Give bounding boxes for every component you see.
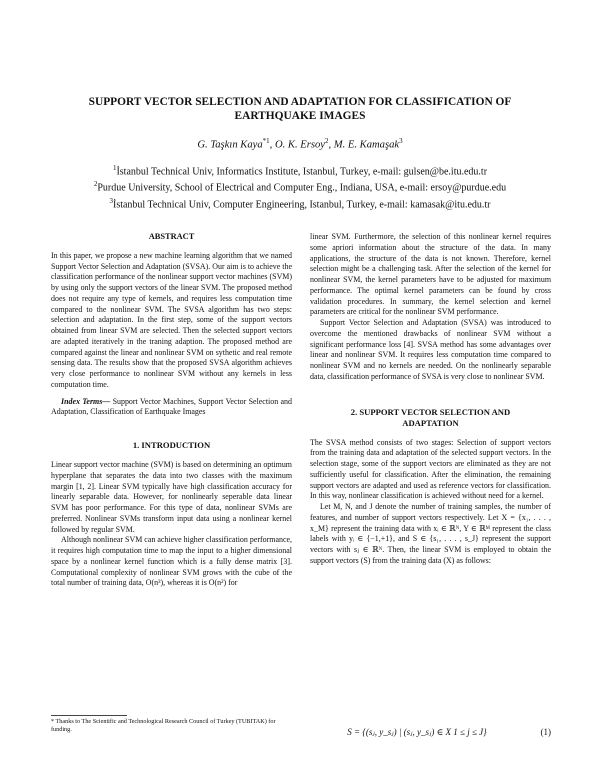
author-2-mark: 2 [324,137,329,145]
paper-title [40,95,560,123]
affiliation-list [28,162,572,211]
affiliation-1 [28,162,572,178]
section-2-heading [310,407,551,429]
affiliation-3 [28,195,572,211]
right-column [310,232,551,567]
affiliation-2-mark: 2 [93,180,98,189]
author-3-mark: 3 [399,137,403,145]
affiliation-1-mark: 1 [112,164,117,172]
footnote: * Thanks to The Scientific and Technological Research Council of Turkey (TUBITAK) for funding. [51,718,276,734]
equation-1 [310,727,551,739]
author-3-name: M. E. Kamaşak [333,139,400,151]
section-2-heading-line-1: 2. SUPPORT VECTOR SELECTION AND [350,406,511,417]
affiliation-3-text: İstanbul Technical Univ, Computer Engineering, Istanbul, Turkey, e-mail: kamasak@itu.edu.tr [112,198,491,210]
introduction-heading: 1. INTRODUCTION [132,440,211,450]
index-terms-label: Index Terms— [61,396,111,406]
equation-1-number: (1) [540,727,551,737]
right-paragraph-2: Support Vector Selection and Adaptation (SVSA) was introduced to overcome the mentioned drawbacks of nonlinear SVM without a significant performance loss [4]. SVSA method has some advantages over linear and nonlinear SVM. It requires less computation time compared to nonlinear SVM and no kernels are needed. On the nonlinearly separable data, classification performance of SVSA is very close to nonlinear SVM. [310,318,551,381]
author-1-mark: *1 [262,137,270,145]
section-2-heading-line-2: ADAPTATION [402,417,459,428]
author-1-name: G. Taşkın Kaya [197,139,263,151]
title-line-1: SUPPORT VECTOR SELECTION AND ADAPTATION FOR CLASSIFICATION OF [88,96,512,108]
abstract-heading: ABSTRACT [148,232,195,241]
section-2-paragraph-2: Let M, N, and J denote the number of training samples, the number of features, and number of support vectors respectively. Let X = {x₁, . . . , x_M} represent the training data with xᵢ ∈ ℝᴺ, Y ∈ ℝᴹ represent the class labels with yᵢ ∈ {−1,+1}, and S ∈ {s₁, . . . , s_J} represent the support vectors with sⱼ ∈ ℝᴺ. Then, the linear SVM is employed to obtain the support vectors (S) from the training data (X) as follows: [310,502,551,565]
right-paragraph-1: linear SVM. Furthermore, the selection of this nonlinear kernel requires some apriori information about the structure of the data. In many applications, the structure of the data is not known. Therefore, kernel selection might be a challenging task. After the selection of the kernel for nonlinear SVM, the kernel parameters have to be adjusted for maximum performance. The optimal kernel parameters can be found by cross validation procedures. In summary, the kernel selection and kernel parameters are critical for the nonlinear SVM performance. [310,232,551,317]
equation-1-body: S = {(sⱼ, y_sⱼ) | (sⱼ, y_sⱼ) ∈ X 1 ≤ j ≤ J} [347,727,487,737]
affiliation-2 [28,178,572,194]
introduction-paragraph-2: Although nonlinear SVM can achieve higher classification performance, it requires high computation time to map the input to a higher dimensional space by a nonlinear kernel function which is a fully dense matrix [3]. Computational complexity of nonlinear SVM grows with the cube of the total number of training data, O(n³), whereas it is O(n²) for [51,535,292,588]
section-2-paragraph-1: The SVSA method consists of two stages: Selection of support vectors from the training data and adaptation of the selected support vectors. In the selection stage, some of the support vectors are eliminated as they are not sufficiently useful for classification. After the elimination, the remaining support vectors are adapted and used as reference vectors for classification. In this way, nonlinear classification is achieved without need for a kernel. [310,437,551,501]
index-terms-text: Support Vector Machines, Support Vector Selection and Adaptation, Classification of Earthquake Images [51,396,292,417]
author-list: G. Taşkın Kaya$^{*1}$, O. K. Ersoy$^2$, M. E. Kamaşak$^3$ [197,137,403,151]
footnote-rule [51,715,127,716]
abstract-text: In this paper, we propose a new machine learning algorithm that we named Support Vector Selection and Adaptation (SVSA). Our aim is to achieve the classification performance of the nonlinear support vector machines (SVM) by using only the support vectors of the linear SVM. The proposed method does not require any type of kernels, and requires less computation time compared to the nonlinear SVM. The SVSA algorithm has two steps: selection and adaptation. In the first step, some of the support vectors obtained from linear SVM are selected. Then the selected support vectors are adapted iteratively in the traning adaption. The proposed method are compared against the linear and nonlinear SVM on sythetic and real remote sensing data. The results show that the proposed SVSA algorithm achieves very close performance to nonlinear SVM without any kernels in less computation time. [51,250,292,389]
affiliation-1-text: İstanbul Technical Univ, Informatics Institute, Istanbul, Turkey, e-mail: gulsen@be.itu.edu.tr [116,166,488,178]
affiliation-3-mark: 3 [109,196,113,205]
title-line-2: EARTHQUAKE IMAGES [234,110,366,122]
author-2-name: O. K. Ersoy [274,139,325,151]
left-column [51,232,292,589]
introduction-paragraph-1: Linear support vector machine (SVM) is based on determining an optimum hyperplane that separates the data into two classes with the maximum margin [1, 2]. Linear SVM typically have high classification accuracy for linearly separable data. However, for nonlinearly seperable data linear SVM has poor performance. For this type of data, nonlinear SVMs are preferred. Nonlinear SVMs transform input data using a nonlinear kernel followed by regular SVM. [51,460,292,534]
affiliation-2-text: Purdue University, School of Electrical and Computer Eng., Indiana, USA, e-mail: ersoy@purdue.edu [97,182,507,194]
index-terms [51,397,292,419]
